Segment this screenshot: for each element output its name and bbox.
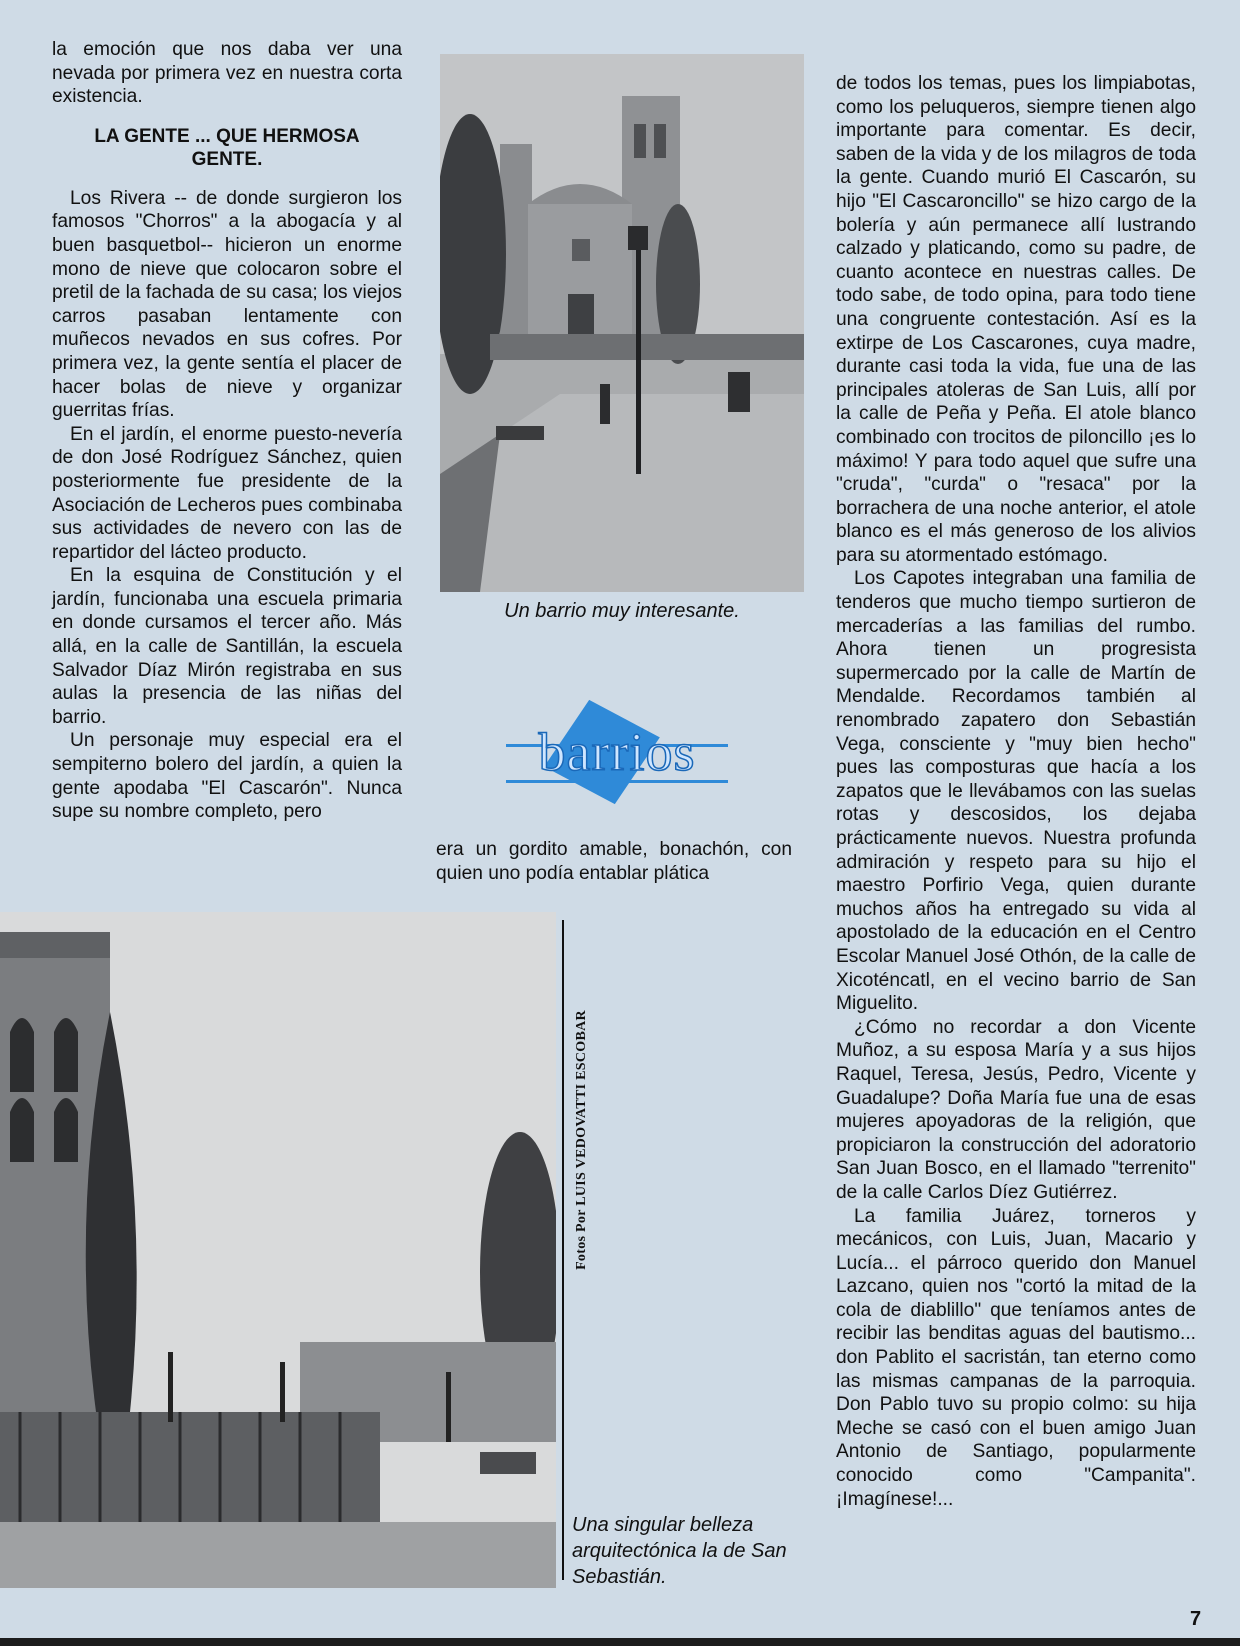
paragraph: En el jardín, el enorme puesto-nevería de don José Rodríguez Sánchez, quien posteriormente fue presidente de la Asociación de Lecheros pues combinaba sus actividades de nevero con las de repartidor del lácteo producto. (52, 423, 402, 563)
right-text-column (836, 72, 1196, 1511)
paragraph: Los Rivera -- de donde surgieron los famosos "Chorros" a la abogacía y al buen basquetbol-- hicieron un enorme mono de nieve que colocaron sobre el pretil de la fachada de su casa; los viejos carros pasaban lentamente con muñecos nevados en sus cofres. Por primera vez, la gente sentía el placer de hacer bolas de nieve y organizar guerritas frías. (52, 187, 402, 422)
bottom-edge (0, 1638, 1240, 1646)
paragraph: Un personaje muy especial era el sempiterno bolero del jardín, a quien la gente apodaba "El Cascarón". Nunca supe su nombre completo, pero (52, 730, 402, 823)
section-heading: LA GENTE ... QUE HERMOSA GENTE. (94, 125, 360, 170)
paragraph: de todos los temas, pues los limpiabotas, como los peluqueros, siempre tienen algo importante para comentar. Es decir, saben de la vida y de los milagros de toda la gente. Cuando murió El Cascarón, su hijo "El Cascaroncillo" se hizo cargo de la bolería y aún permanece allí lustrando calzado y platicando, como su padre, de cuanto acontece en nuestras calles. De todo sabe, de todo opina, para todo tiene una congruente contestación. Así es la extirpe de Los Cascarones, cuya madre, durante casi toda la vida, fue una de las principales atoleras de San Luis, allí por la calle de Peña y Peña. El atole blanco combinado con trocitos de piloncillo ¡es lo máximo! Y para todo aquel que sufre una "cruda", "curda" o "resaca" por la borrachera de una noche anterior, el atole blanco es el más generoso de los alivios para su atormentado estómago. (836, 73, 1196, 566)
san-sebastian-illustration (0, 912, 556, 1588)
vertical-rule (562, 920, 564, 1580)
paragraph: Los Capotes integraban una familia de tenderos que mucho tiempo surtieron de mercaderías a las familias del rumbo. Ahora tienen un progresista supermercado por la calle de Martín de Mendalde. Recordamos también al renombrado zapatero don Sebastián Vega, consciente y "muy bien hecho" pues las composturas que hacía a los zapatos que le llevábamos con las suelas rotas y descosidos, los dejaba prácticamente nuevos. Nuestra profunda admiración y respeto para su hijo el maestro Porfirio Vega, quien durante muchos años ha entregado su vida al apostolado de la educación en el Centro Escolar Manuel José Othón, de la calle de Xicoténcatl, en el vecino barrio de San Miguelito. (836, 568, 1196, 1015)
barrios-logo (500, 700, 734, 812)
church-plaza-photo (440, 54, 804, 592)
san-sebastian-photo (0, 912, 556, 1588)
page-number: 7 (1190, 1608, 1202, 1630)
paragraph: era un gordito amable, bonachón, con quien uno podía entablar plática (436, 839, 792, 884)
photo-caption-top: Un barrio muy interesante. (504, 600, 740, 622)
church-plaza-illustration (440, 54, 804, 592)
paragraph: la emoción que nos daba ver una nevada por primera vez en nuestra corta existencia. (52, 39, 402, 108)
left-text-column (52, 38, 402, 824)
middle-text-column (436, 838, 792, 885)
photo-credit (572, 980, 592, 1300)
paragraph: ¿Cómo no recordar a don Vicente Muñoz, a su esposa María y a sus hijos Raquel, Teresa, Jesús, Pedro, Vicente y Guadalupe? Doña María fue una de esas mujeres apoyadoras de la religión, que propiciaron la construcción del adoratorio San Juan Bosco, en el llamado "terrenito" de la calle Carlos Díez Gutiérrez. (836, 1016, 1196, 1203)
logo-word: barrios (538, 722, 696, 782)
photo-caption-bottom: Una singular belleza arquitectónica la de San Sebastián. (572, 1514, 787, 1588)
photo-credit-text: Fotos Por LUIS VEDOVATTI ESCOBAR (574, 1010, 589, 1270)
paragraph: La familia Juárez, torneros y mecánicos, con Luis, Juan, Macario y Lucía... el párroco querido don Manuel Lazcano, quien nos "cortó la mitad de la cola de diablillo" que teníamos antes de recibir las benditas aguas del bautismo... don Pablito el sacristán, tan eterno como las mismas campanas de la parroquia. Don Pablo tuvo su propio colmo: su hija Meche se casó con el buen amigo Juan Antonio de Santiago, popularmente conocido como "Campanita". ¡Imagínese!... (836, 1205, 1196, 1510)
paragraph: En la esquina de Constitución y el jardín, funcionaba una escuela primaria en donde cursamos el tercer año. Más allá, en la calle de Santillán, la escuela Salvador Díaz Mirón registraba en sus aulas la presencia de las niñas del barrio. (52, 565, 402, 728)
